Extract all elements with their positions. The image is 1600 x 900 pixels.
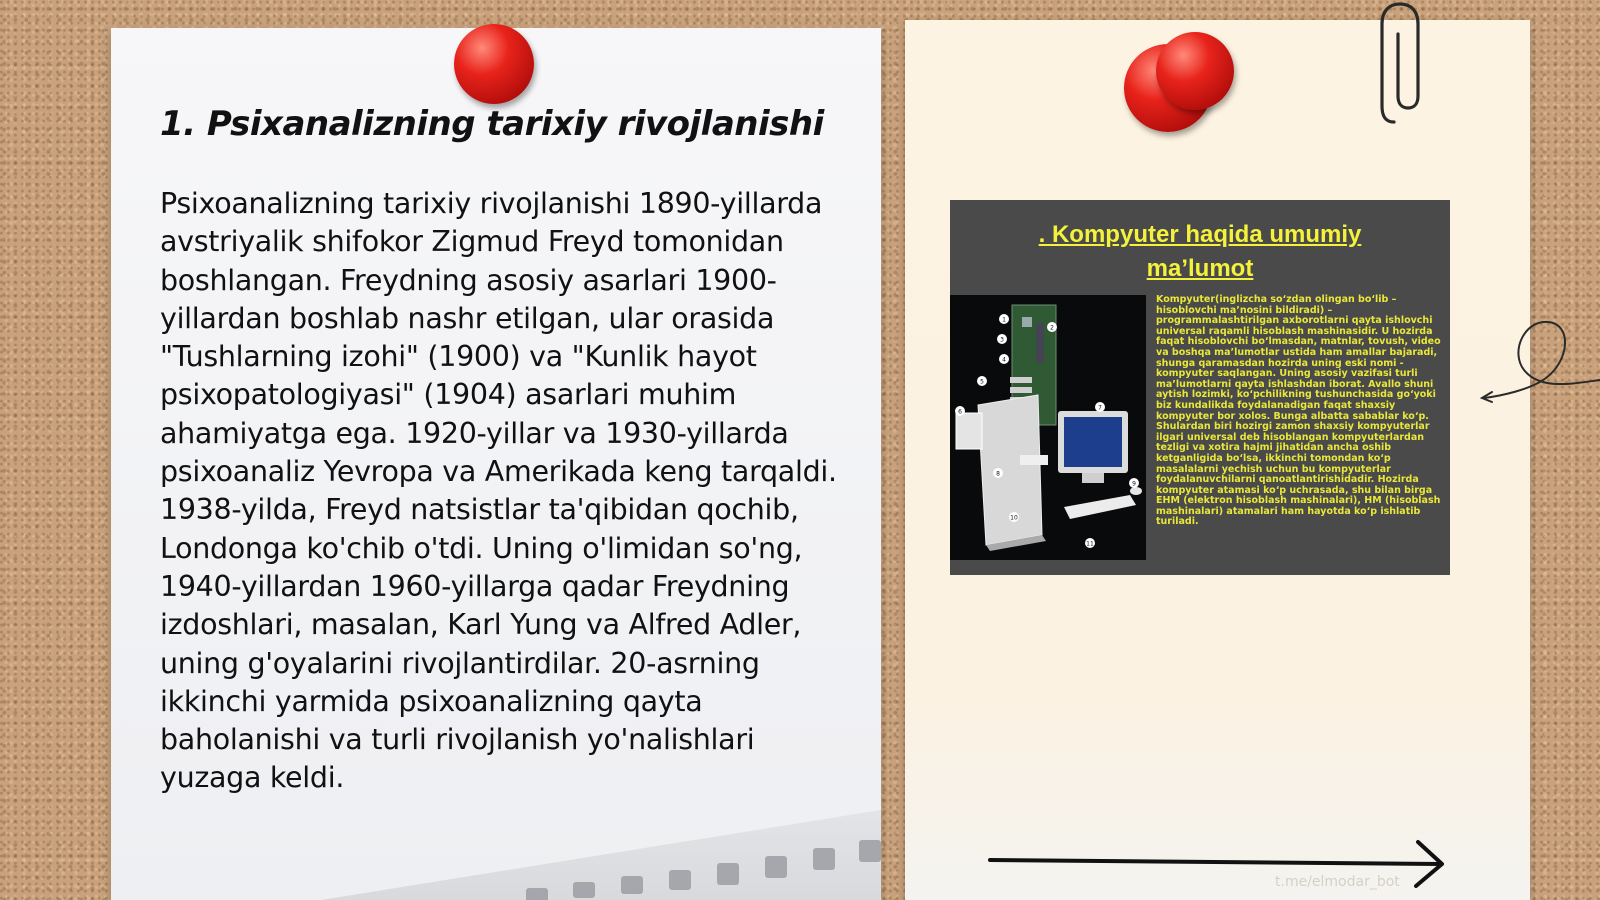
figure-label: 8 [996, 470, 1000, 478]
computer-icon [950, 295, 1146, 560]
computer-parts-diagram [950, 295, 1146, 560]
red-pin-left [454, 24, 534, 104]
figure-label: 10 [1010, 514, 1018, 522]
slide-thumbnail [950, 200, 1450, 575]
slide-description: Kompyuter(inglizcha so‘zdan olingan bo‘lib – hisoblovchi ma’nosini bildiradi) – programmalashtirilgan axborotlarni qayta ishlovchi universal raqamli hisoblash mashinasidir. U hozirda faqat hisoblovchi bo‘lmasdan, matnlar, tovush, video va boshqa ma’lumotlar ustida ham amallar bajaradi, shunga qaramasdan hozirda uning eski nomi - kompyuter saqlangan. Uning asosiy vazifasi turli ma’lumotlarni qayta ishlashdan iborat. Avallo shuni aytish lozimki, ko‘pchilikning tushunchasida go‘yoki biz kundalikda foydalanadigan faqat shaxsiy kompyuter bor xolos. Bunga albatta sabablar ko‘p. Shulardan biri hozirgi zamon shaxsiy kompyuterlar ilgari universal deb hisoblangan kompyuterlardan tezligi va xotira hajmi jihatidan ancha oshib ketganligida bo‘lsa, ikkinchi tomondan ko‘p masalalarni yechish uchun bu kompyuterlar foydalanuvchilarni qanoatlantirishidadir. Hozirda kompyuter atamasi ko‘p uchrasada, shu bilan birga EHM (elektron hisoblash mashinalari), HM (hisoblash mashinalari) atamalari ham hayotda ko‘p ishlatib turiladi. [1156, 294, 1441, 528]
torn-paper-edge [321, 810, 881, 900]
figure-label: 9 [1132, 480, 1136, 488]
body-paragraph: Psixoanalizning tarixiy rivojlanishi 1890-yillarda avstriyalik shifokor Zigmud Freyd tomonidan boshlangan. Freydning asosiy asarlari 1900-yillardan boshlab nashr etilgan, ular orasida "Tushlarning izohi" (1900) va "Kunlik hayot psixopatologiyasi" (1904) asarlari muhim ahamiyatga ega. 1920-yillar va 1930-yillarda psixoanaliz Yevropa va Amerikada keng tarqaldi. 1938-yilda, Freyd natsistlar ta'qibidan qochib, Londonga ko'chib o'tdi. Uning o'limidan so'ng, 1940-yillardan 1960-yillarga qadar Freydning izdoshlari, masalan, Karl Yung va Alfred Adler, uning g'oyalarini rivojlantirdilar. 20-asrning ikkinchi yarmida psixoanalizning qayta baholanishi va turli rivojlanish yo'nalishlari yuzaga keldi. [160, 187, 837, 795]
figure-label: 1 [1002, 316, 1006, 324]
figure-label: 11 [1086, 540, 1094, 548]
scribble-arrow-icon [1480, 310, 1600, 410]
red-pin-right-front [1156, 32, 1234, 110]
figure-label: 7 [1098, 404, 1102, 412]
watermark-text: t.me/elmodar_bot [1275, 874, 1400, 890]
section-title: 1. Psixanalizning tarixiy rivojlanishi [160, 104, 824, 144]
figure-label: 2 [1050, 324, 1054, 332]
figure-label: 3 [1000, 336, 1004, 344]
figure-label: 6 [958, 408, 962, 416]
paperclip-icon [1378, 0, 1428, 130]
figure-label: 4 [1002, 356, 1006, 364]
slide-title: . Kompyuter haqida umumiy ma’lumot [1038, 221, 1362, 282]
figure-label: 5 [980, 378, 984, 386]
